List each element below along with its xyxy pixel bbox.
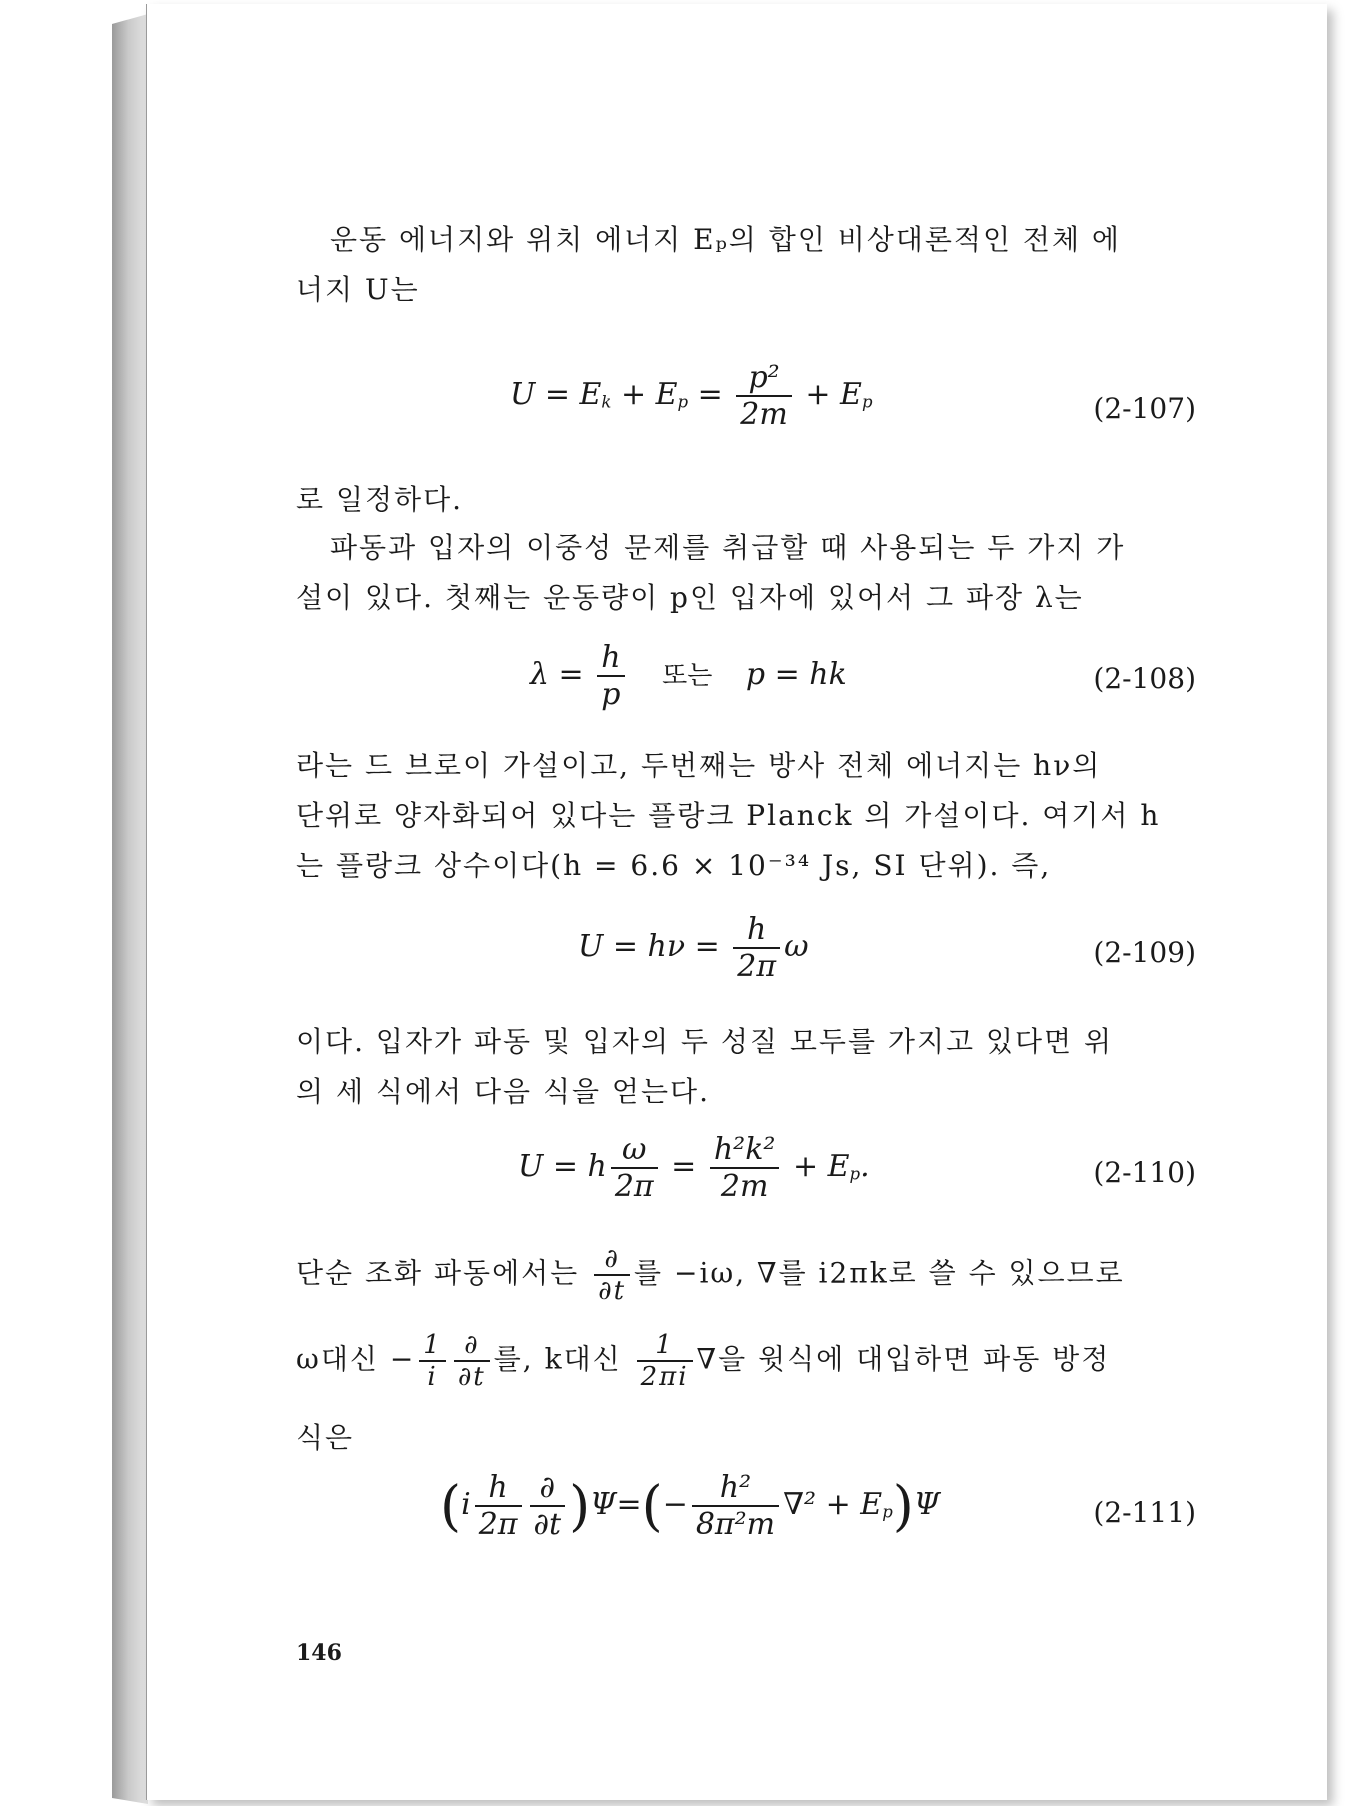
equation-2-107: U = Ek + Ep = $\frac{\text{p²}}{2m}$ + Ep [510,360,873,432]
equation-number: (2-110) [1093,1156,1196,1189]
equation-2-109: U = hν = $\frac{h}{2\pi}$ ω [578,912,809,984]
paragraph-line: 라는 드 브로이 가설이고, 두번째는 방사 전체 에너지는 hν의 [296,749,1102,782]
equation-2-110: U = h $\frac{\omega}{2\pi}$ = $\frac{\text{h²k²}}{2m}$ + Ep. [518,1132,870,1204]
equation-number: (2-111) [1093,1496,1196,1529]
paragraph-line: 식은 [296,1421,355,1454]
paragraph-line: 파동과 입자의 이중성 문제를 취급할 때 사용되는 두 가지 가 [330,531,1126,564]
paragraph-line: 이다. 입자가 파동 및 입자의 두 성질 모두를 가지고 있다면 위 [296,1025,1114,1058]
paragraph-line: 는 플랑크 상수이다(h = 6.6 × 10⁻³⁴ Js, SI 단위). 즉, [296,849,1052,882]
paragraph-line: 설이 있다. 첫째는 운동량이 p인 입자에 있어서 그 파장 λ는 [296,581,1084,614]
paragraph-line: 너지 U는 [296,273,420,306]
paragraph-line: 운동 에너지와 위치 에너지 Eₚ의 합인 비상대론적인 전체 에 [330,223,1121,256]
page-number: 146 [296,1640,342,1666]
book-spine-edge [112,14,148,1804]
equation-number: (2-109) [1093,936,1196,969]
paragraph-line-with-math: 단순 조화 파동에서는 $\frac{\partial}{\partial t}$ 를 −iω, ∇를 i2πk로 쓸 수 있으므로 [296,1244,1125,1306]
paragraph-line: 단위로 양자화되어 있다는 플랑크 Planck 의 가설이다. 여기서 h [296,799,1161,832]
equation-number: (2-108) [1093,662,1196,695]
paragraph-line: 로 일정하다. [296,483,464,516]
paragraph-line-with-math: ω대신 − $\frac{1}{i}$ $\frac{\partial}{\partial t}$ 를, k대신 $\frac{1}{2\pi i}$ ∇을 윗식에 대입하면 파동 방정 [296,1330,1111,1392]
equation-2-111: (i $\frac{h}{2\pi}$ $\frac{\partial}{\partial t}$ )Ψ=(− $\frac{\text{h²}}{\text{8π²m}}$ ∇² + Ep)Ψ [440,1470,941,1542]
equation-2-108: λ = $\frac{h}{p}$ 또는 p = hk [530,640,847,712]
paragraph-line: 의 세 식에서 다음 식을 얻는다. [296,1075,710,1108]
equation-number: (2-107) [1093,392,1196,425]
